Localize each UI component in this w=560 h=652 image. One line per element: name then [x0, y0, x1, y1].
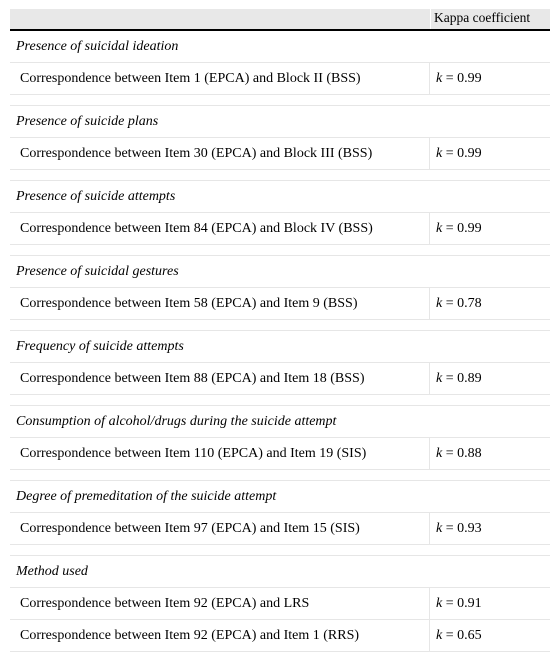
kappa-value: = 0.99	[442, 146, 482, 161]
section-spacer	[10, 245, 550, 256]
kappa-cell	[430, 513, 550, 544]
kappa-symbol: k	[436, 596, 443, 611]
kappa-value: = 0.99	[442, 71, 482, 86]
row-label: Correspondence between Item 92 (EPCA) and Item 1 (RRS)	[10, 620, 430, 651]
table-row	[10, 620, 550, 652]
row-label: Correspondence between Item 58 (EPCA) and Item 9 (BSS)	[10, 288, 430, 319]
kappa-value: = 0.65	[442, 628, 482, 643]
kappa-cell	[430, 363, 550, 394]
kappa-value: = 0.89	[442, 371, 482, 386]
table-row	[10, 288, 550, 320]
kappa-symbol: k	[436, 71, 443, 86]
section-title: Presence of suicide plans	[10, 106, 550, 138]
kappa-cell	[430, 138, 550, 169]
section-spacer	[10, 395, 550, 406]
table-row	[10, 588, 550, 620]
row-label: Correspondence between Item 97 (EPCA) and Item 15 (SIS)	[10, 513, 430, 544]
kappa-symbol: k	[436, 371, 443, 386]
table-row	[10, 138, 550, 170]
kappa-value: = 0.99	[442, 221, 482, 236]
kappa-value: = 0.88	[442, 446, 482, 461]
row-label: Correspondence between Item 84 (EPCA) and Block IV (BSS)	[10, 213, 430, 244]
kappa-cell	[430, 213, 550, 244]
header-col-item	[10, 9, 430, 29]
kappa-value: = 0.93	[442, 521, 482, 536]
kappa-cell	[430, 588, 550, 619]
section-title: Presence of suicide attempts	[10, 181, 550, 213]
kappa-cell	[430, 438, 550, 469]
row-label: Correspondence between Item 30 (EPCA) and Block III (BSS)	[10, 138, 430, 169]
kappa-table	[10, 9, 550, 652]
table-row	[10, 513, 550, 545]
table-row	[10, 63, 550, 95]
kappa-symbol: k	[436, 521, 443, 536]
table-row	[10, 363, 550, 395]
kappa-cell	[430, 63, 550, 94]
kappa-symbol: k	[436, 628, 443, 643]
table-section	[10, 31, 550, 106]
kappa-symbol: k	[436, 221, 443, 236]
row-label: Correspondence between Item 1 (EPCA) and Block II (BSS)	[10, 63, 430, 94]
table-row	[10, 438, 550, 470]
row-label: Correspondence between Item 110 (EPCA) and Item 19 (SIS)	[10, 438, 430, 469]
section-title: Method used	[10, 556, 550, 588]
kappa-symbol: k	[436, 446, 443, 461]
table-body	[10, 31, 550, 652]
kappa-symbol: k	[436, 146, 443, 161]
section-title: Presence of suicidal gestures	[10, 256, 550, 288]
table-section	[10, 256, 550, 331]
section-spacer	[10, 470, 550, 481]
kappa-value: = 0.78	[442, 296, 482, 311]
section-title: Presence of suicidal ideation	[10, 31, 550, 63]
header-col-kappa: Kappa coefficient	[430, 9, 550, 29]
row-label: Correspondence between Item 88 (EPCA) and Item 18 (BSS)	[10, 363, 430, 394]
section-spacer	[10, 170, 550, 181]
table-section	[10, 106, 550, 181]
section-title: Degree of premeditation of the suicide attempt	[10, 481, 550, 513]
table-section	[10, 406, 550, 481]
section-spacer	[10, 320, 550, 331]
section-spacer	[10, 95, 550, 106]
table-section	[10, 181, 550, 256]
kappa-value: = 0.91	[442, 596, 482, 611]
table-section	[10, 331, 550, 406]
table-header	[10, 9, 550, 31]
kappa-symbol: k	[436, 296, 443, 311]
table-row	[10, 213, 550, 245]
kappa-cell	[430, 620, 550, 651]
kappa-cell	[430, 288, 550, 319]
section-title: Frequency of suicide attempts	[10, 331, 550, 363]
section-spacer	[10, 545, 550, 556]
section-title: Consumption of alcohol/drugs during the suicide attempt	[10, 406, 550, 438]
row-label: Correspondence between Item 92 (EPCA) and LRS	[10, 588, 430, 619]
table-section	[10, 481, 550, 556]
